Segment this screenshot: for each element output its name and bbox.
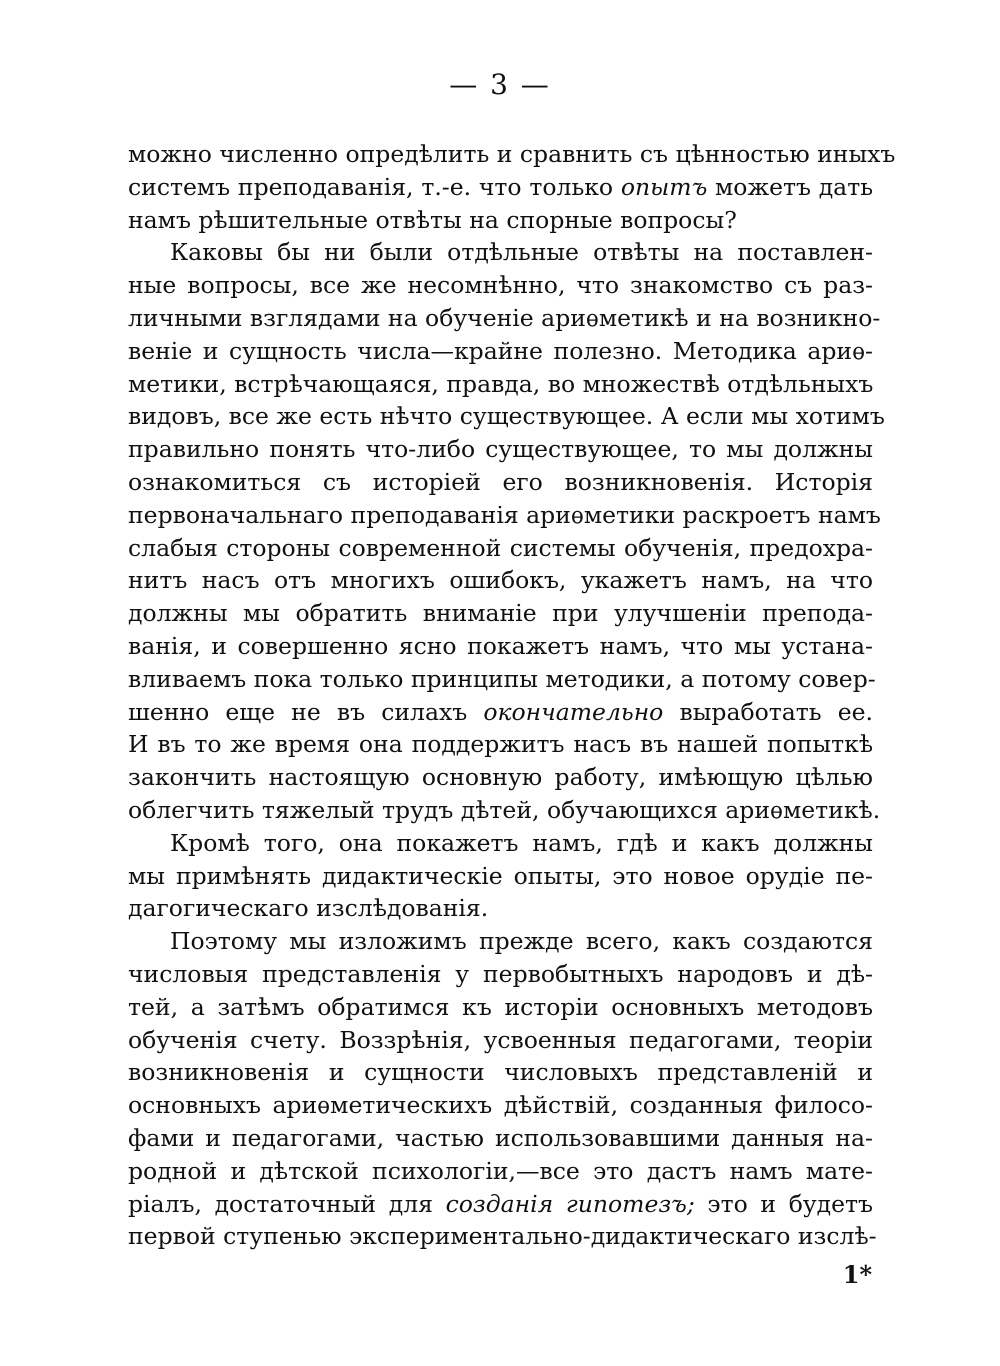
text-line: видовъ, все же есть нѣчто существующее. А если мы хотимъ xyxy=(128,402,885,431)
text-line: метики, встрѣчающаяся, правда, во множествѣ отдѣльныхъ xyxy=(128,369,874,398)
text-line: обученія счету. Воззрѣнія, усвоенныя педагогами, теоріи xyxy=(128,1025,873,1054)
text-line: родной и дѣтской психологіи,—все это дастъ намъ мате- xyxy=(128,1156,873,1185)
text-line: числовыя представленія у первобытныхъ народовъ и дѣ- xyxy=(128,959,873,988)
signature-mark: 1* xyxy=(842,1260,872,1289)
text-line: первоначальнаго преподаванія ариѳметики раскроетъ намъ xyxy=(128,500,881,529)
emphasis: созданія гипотезъ; xyxy=(445,1189,695,1218)
text-line: веніе и сущность числа—крайне полезно. Методика ариѳ- xyxy=(128,336,873,365)
text-line: Кромѣ того, она покажетъ намъ, гдѣ и какъ должны xyxy=(170,828,873,857)
text-line: тей, а затѣмъ обратимся къ исторіи основныхъ методовъ xyxy=(128,992,873,1021)
text-line: ные вопросы, все же несомнѣнно, что знакомство съ раз- xyxy=(128,271,873,300)
text-line: мы примѣнять дидактическіе опыты, это новое орудіе пе- xyxy=(128,861,873,890)
text-line: Поэтому мы изложимъ прежде всего, какъ создаются xyxy=(170,927,873,956)
text-line: личными взглядами на обученіе ариѳметикѣ и на возникно- xyxy=(128,303,881,332)
page-body xyxy=(128,138,896,1253)
text-line: возникновенія и сущности числовыхъ представленій и xyxy=(128,1058,873,1087)
text-line: вливаемъ пока только принципы методики, а потому совер- xyxy=(128,664,876,693)
text-line: И въ то же время она поддержитъ насъ въ нашей попыткѣ xyxy=(128,730,873,759)
text-line: слабыя стороны современной системы обученія, предохра- xyxy=(128,533,873,562)
text-line: можно численно опредѣлить и сравнить съ цѣнностью иныхъ xyxy=(128,140,896,168)
text-line: дагогическаго изслѣдованія. xyxy=(128,894,489,923)
text-line: основныхъ ариѳметическихъ дѣйствій, созданныя филосо- xyxy=(128,1091,873,1120)
emphasis: окончательно xyxy=(483,697,664,726)
text-line: системъ преподаванія, т.-е. что только опытъ можетъ дать xyxy=(128,172,873,201)
emphasis: опытъ xyxy=(620,172,708,201)
text-line: облегчить тяжелый трудъ дѣтей, обучающихся ариѳметикѣ. xyxy=(128,795,881,824)
text-line: Каковы бы ни были отдѣльные отвѣты на поставлен- xyxy=(170,238,873,267)
text-line: ознакомиться съ исторіей его возникновенія. Исторія xyxy=(128,467,873,496)
text-line: закончить настоящую основную работу, имѣющую цѣлью xyxy=(128,763,873,792)
text-line: должны мы обратить вниманіе при улучшеніи препода- xyxy=(128,599,873,628)
text-line: первой ступенью экспериментально-дидактическаго изслѣ- xyxy=(128,1222,877,1251)
text-line: намъ рѣшительные отвѣты на спорные вопросы? xyxy=(128,205,737,234)
text-line: ванія, и совершенно ясно покажетъ намъ, что мы устана- xyxy=(128,631,873,660)
text-line: шенно еще не въ силахъ окончательно выработать ее. xyxy=(128,697,873,726)
text-line: ріалъ, достаточный для созданія гипотезъ; это и будетъ xyxy=(128,1189,873,1218)
text-line: фами и педагогами, частью использовавшими данныя на- xyxy=(128,1123,873,1152)
page-number: — 3 — xyxy=(449,68,551,101)
text-line: нитъ насъ отъ многихъ ошибокъ, укажетъ намъ, на что xyxy=(128,566,873,595)
text-line: правильно понять что-либо существующее, то мы должны xyxy=(128,435,873,464)
